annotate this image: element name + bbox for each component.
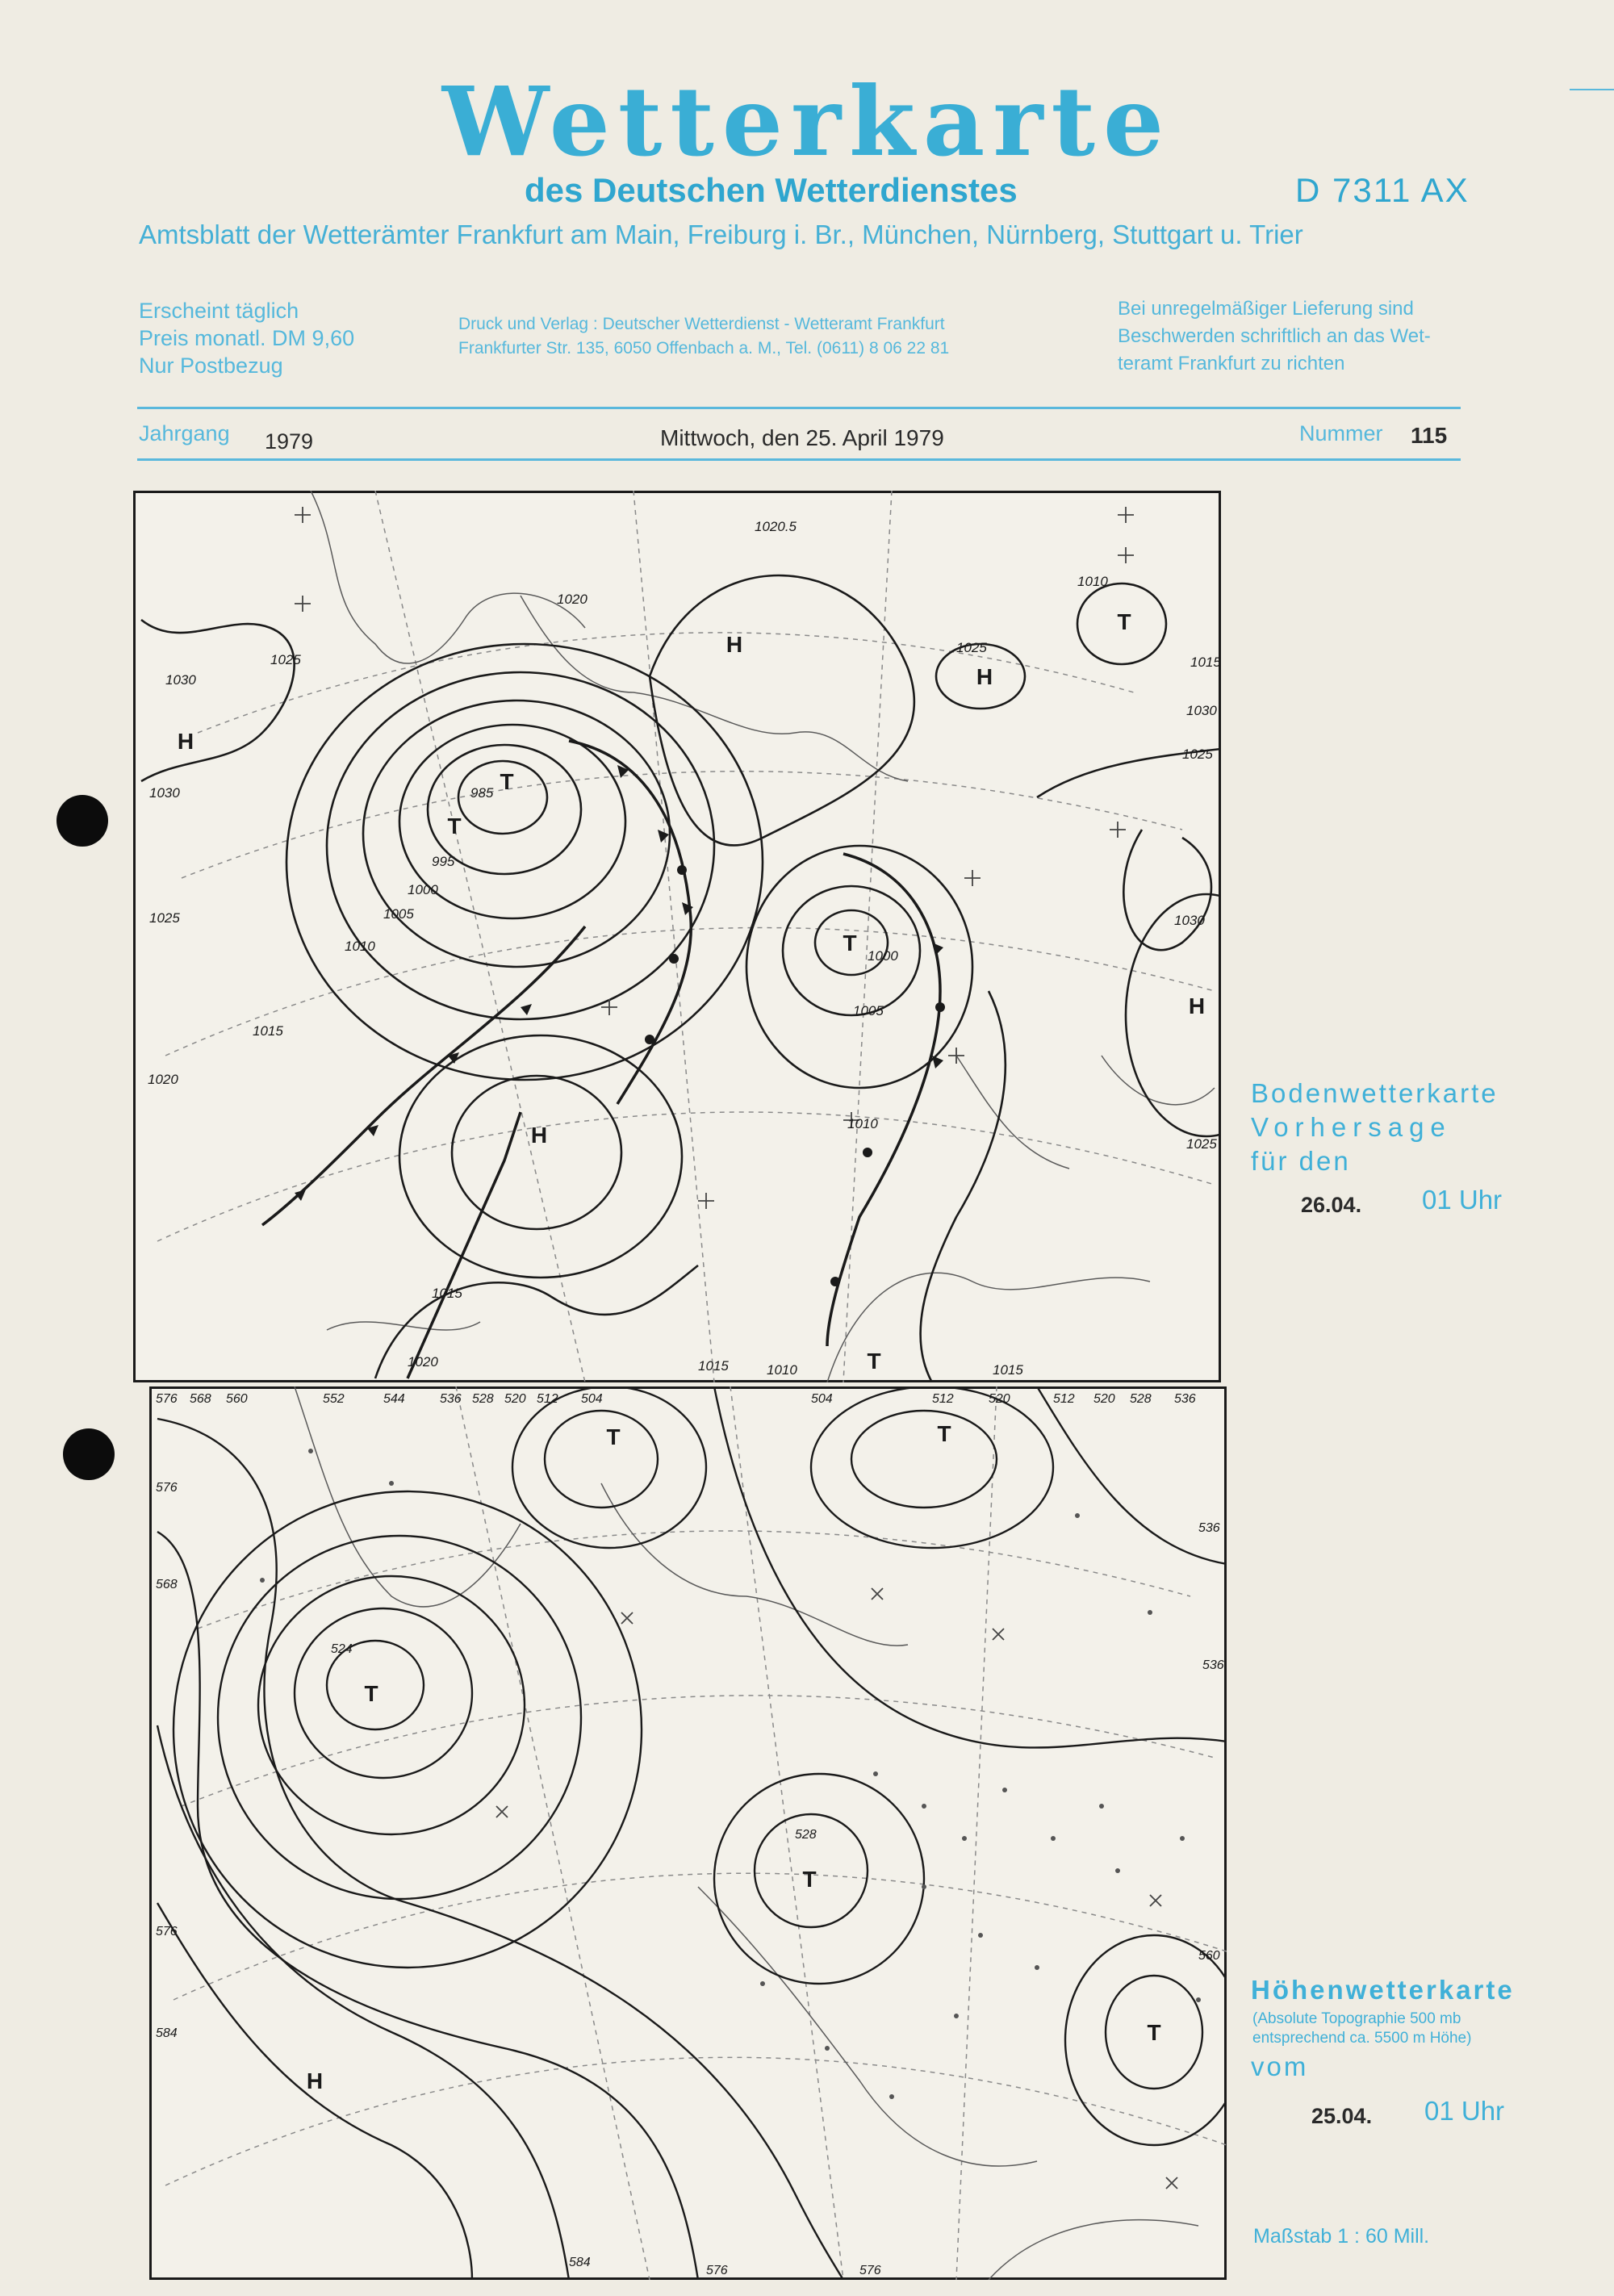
isobar-labels <box>148 519 1221 1378</box>
isobar-label: 1030 <box>1174 913 1205 928</box>
upper-map-hour: 01 Uhr <box>1424 2096 1505 2126</box>
isobar-label: 1000 <box>408 882 438 897</box>
contour-label: 528 <box>472 1392 494 1406</box>
contour-label: 576 <box>156 1392 178 1406</box>
note-line: (Absolute Topographie 500 mb <box>1252 2010 1461 2027</box>
issue-date: Mittwoch, den 25. April 1979 <box>660 425 944 450</box>
isobar-label: 1010 <box>767 1362 797 1378</box>
high-pressure-label: H <box>976 664 993 689</box>
contour-label: 560 <box>226 1392 248 1406</box>
info-line: Preis monatl. DM 9,60 <box>139 326 355 350</box>
low-pressure-label: T <box>1147 2020 1161 2045</box>
surface-map-date: 26.04. <box>1301 1193 1362 1217</box>
high-pressure-label: H <box>1188 993 1206 1018</box>
contour-label: 544 <box>383 1392 405 1406</box>
publisher-info <box>458 312 949 361</box>
nummer-label: Nummer <box>1299 421 1383 445</box>
caption-line: Bodenwetterkarte <box>1251 1078 1499 1108</box>
low-pressure-label: T <box>843 931 857 956</box>
isobar-label: 1030 <box>165 672 196 688</box>
isobar-label: 1020.5 <box>755 519 797 534</box>
contour-label: 536 <box>1174 1392 1196 1406</box>
contour-label: 512 <box>1053 1392 1075 1406</box>
contour-label: 584 <box>156 2026 178 2040</box>
high-pressure-label: H <box>306 2068 324 2093</box>
contour-label: 568 <box>156 1578 178 1591</box>
info-line: Frankfurter Str. 135, 6050 Offenbach a. M., Tel. (0611) 8 06 22 81 <box>458 339 950 358</box>
caption-line: Vorhersage <box>1251 1112 1452 1142</box>
isobar-label: 995 <box>432 854 455 869</box>
low-pressure-label: T <box>937 1421 951 1446</box>
isobar-label: 1020 <box>557 592 587 607</box>
isobar-label: 1005 <box>383 906 414 922</box>
front-symbols <box>295 765 945 1286</box>
low-pressure-label: T <box>1117 609 1131 634</box>
isobar-label: 1025 <box>956 640 987 655</box>
contour-label: 560 <box>1198 1949 1220 1963</box>
jahrgang-value: 1979 <box>265 429 314 454</box>
upper-map-date: 25.04. <box>1311 2104 1373 2128</box>
info-line: teramt Frankfurt zu richten <box>1118 353 1345 374</box>
contour-label: 536 <box>1198 1521 1220 1535</box>
isobar-label: 1015 <box>432 1286 462 1301</box>
surface-map-hour: 01 Uhr <box>1422 1185 1503 1215</box>
contour-label: 524 <box>331 1642 353 1656</box>
surface-weather-map <box>133 491 1221 1382</box>
contour-label: 504 <box>581 1392 603 1406</box>
contour-label: 576 <box>706 2264 728 2277</box>
coastlines <box>295 1386 1198 2280</box>
contour-labels-top <box>156 1392 1196 1406</box>
info-line: Bei unregelmäßiger Lieferung sind <box>1118 298 1414 320</box>
nummer-value: 115 <box>1411 423 1448 448</box>
isobar-label: 1015 <box>993 1362 1023 1378</box>
isobar-label: 1015 <box>253 1023 283 1039</box>
contour-label: 536 <box>440 1392 462 1406</box>
high-pressure-label: H <box>725 632 743 657</box>
info-line: Erscheint täglich <box>139 299 299 323</box>
punch-hole <box>63 1428 115 1480</box>
isobar-label: 1025 <box>149 910 180 926</box>
contour-label: 520 <box>989 1392 1010 1406</box>
contour-label: 512 <box>932 1392 954 1406</box>
contour-label: 552 <box>323 1392 345 1406</box>
info-line: Beschwerden schriftlich an das Wet- <box>1118 325 1431 347</box>
contour-label: 576 <box>859 2264 881 2277</box>
caption-line: für den <box>1251 1146 1351 1176</box>
isobar-label: 1020 <box>148 1072 178 1087</box>
info-line: Nur Postbezug <box>139 353 283 378</box>
isobar-label: 1025 <box>1182 747 1213 762</box>
isobar-label: 1020 <box>408 1354 438 1370</box>
coastlines <box>311 491 1215 1382</box>
graticule <box>165 1386 1227 2280</box>
isobar-label: 1000 <box>868 948 898 964</box>
header-rule-bottom <box>137 458 1461 461</box>
low-pressure-label: T <box>606 1424 621 1449</box>
pressure-center-labels <box>307 1421 1161 2093</box>
header-rule-top <box>137 407 1461 409</box>
low-pressure-label: T <box>802 1867 817 1892</box>
low-pressure-label: T <box>867 1349 881 1374</box>
contour-label: 576 <box>156 1481 178 1495</box>
note-line: entsprechend ca. 5500 m Höhe) <box>1252 2030 1472 2047</box>
newspaper-title: Wetterkarte <box>441 65 1173 178</box>
isobar-label: 1010 <box>847 1116 878 1131</box>
publication-code: D 7311 AX <box>1295 171 1470 209</box>
low-pressure-label: T <box>447 813 462 839</box>
high-pressure-label: H <box>177 729 194 754</box>
upper-map-note <box>1252 2010 1471 2048</box>
isobar-label: 985 <box>470 785 494 801</box>
contour-label: 536 <box>1202 1658 1224 1672</box>
info-line: Druck und Verlag : Deutscher Wetterdienst - Wetteramt Frankfurt <box>458 315 945 333</box>
isobar-label: 1025 <box>270 652 301 667</box>
edge-mark <box>1570 89 1614 90</box>
contour-label: 520 <box>1093 1392 1115 1406</box>
subscription-info <box>139 297 354 379</box>
isobar-label: 1005 <box>853 1003 884 1018</box>
station-plots <box>260 1449 1201 2099</box>
grid-crosses <box>496 1588 1177 2189</box>
contour-label: 528 <box>795 1828 817 1842</box>
high-pressure-label: H <box>530 1123 548 1148</box>
contour-label: 584 <box>569 2256 591 2269</box>
surface-map-caption <box>1251 1077 1499 1178</box>
jahrgang-label: Jahrgang <box>139 421 230 445</box>
pressure-center-labels <box>178 609 1205 1374</box>
isobar-label: 1010 <box>345 939 375 954</box>
complaint-info <box>1118 295 1431 378</box>
upper-map-caption: Höhenwetterkarte <box>1251 1975 1515 2005</box>
upper-air-weather-map <box>149 1386 1227 2280</box>
contour-label: 528 <box>1130 1392 1152 1406</box>
upper-map-vom: vom <box>1251 2051 1309 2081</box>
isobar-label: 1015 <box>698 1358 729 1374</box>
isobar-label: 1030 <box>1186 703 1217 718</box>
publisher-subtitle: des Deutschen Wetterdienstes <box>525 171 1018 209</box>
contour-label: 576 <box>156 1925 178 1938</box>
isobar-label: 1030 <box>149 785 180 801</box>
isobar-label: 1015 <box>1190 655 1221 670</box>
low-pressure-label: T <box>364 1681 378 1706</box>
map-scale: Maßstab 1 : 60 Mill. <box>1253 2225 1430 2248</box>
contours <box>157 1386 1227 2280</box>
contour-label: 504 <box>811 1392 833 1406</box>
punch-hole <box>56 795 108 847</box>
amtsblatt-line: Amtsblatt der Wetterämter Frankfurt am Main, Freiburg i. Br., München, Nürnberg, Stuttgart u. Trier <box>139 220 1303 249</box>
contour-label: 512 <box>537 1392 558 1406</box>
isobar-label: 1010 <box>1077 574 1108 589</box>
low-pressure-label: T <box>500 769 514 794</box>
contour-label: 520 <box>504 1392 526 1406</box>
isobar-label: 1025 <box>1186 1136 1217 1152</box>
contour-label: 568 <box>190 1392 211 1406</box>
